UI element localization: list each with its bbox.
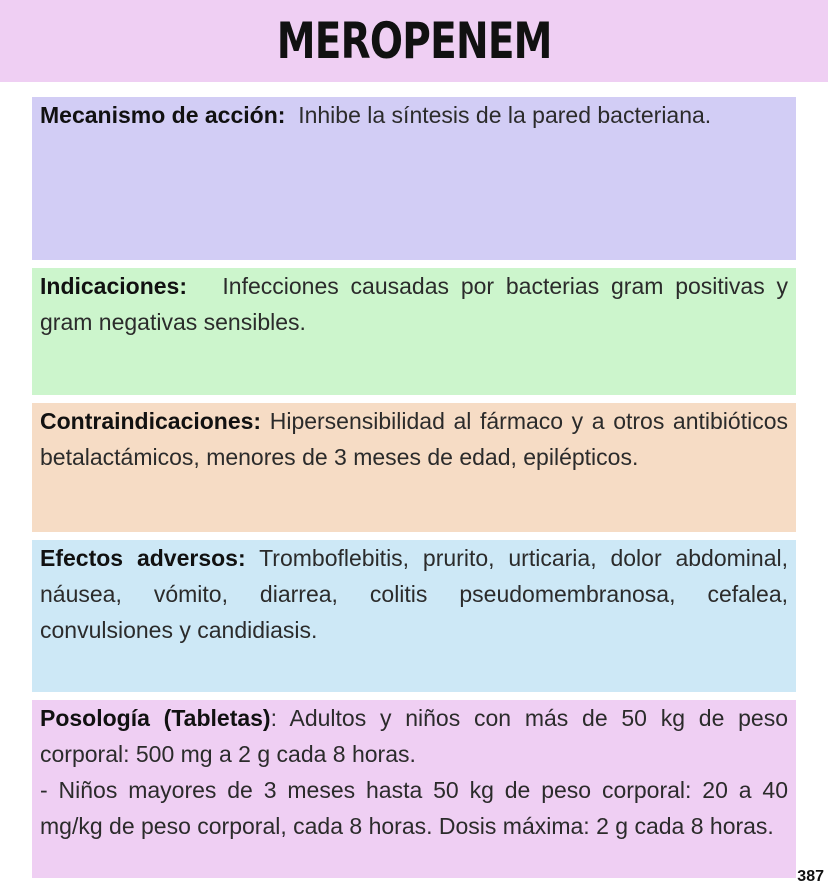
posologia-paragraph bbox=[40, 700, 788, 772]
contraindicaciones-paragraph bbox=[40, 403, 788, 475]
section-contraindicaciones bbox=[32, 403, 796, 532]
page-number: 387 bbox=[797, 868, 824, 885]
contraindicaciones-text: Hipersensibilidad al fármaco y a otros antibióticos betalactámicos, menores de 3 meses de edad, epilépticos. bbox=[40, 408, 788, 470]
section-posologia bbox=[32, 700, 796, 878]
efectos-paragraph bbox=[40, 540, 788, 648]
efectos-label: Efectos adversos: bbox=[40, 545, 246, 571]
mecanismo-text: Inhibe la síntesis de la pared bacteriana. bbox=[298, 102, 712, 128]
mecanismo-paragraph bbox=[40, 97, 788, 133]
indicaciones-label: Indicaciones: bbox=[40, 273, 187, 299]
efectos-text: Tromboflebitis, prurito, urticaria, dolor abdominal, náusea, vómito, diarrea, colitis pseudomembranosa, cefalea, convulsiones y candidiasis. bbox=[40, 545, 788, 643]
contraindicaciones-label: Contraindicaciones: bbox=[40, 408, 262, 434]
section-mecanismo bbox=[32, 97, 796, 260]
indicaciones-text: Infecciones causadas por bacterias gram positivas y gram negativas sensibles. bbox=[40, 273, 788, 335]
page-title: MEROPENEM bbox=[276, 12, 552, 70]
mecanismo-label: Mecanismo de acción: bbox=[40, 102, 286, 128]
section-indicaciones bbox=[32, 268, 796, 395]
section-efectos-adversos bbox=[32, 540, 796, 692]
posologia-label: Posología (Tabletas) bbox=[40, 705, 271, 731]
title-banner bbox=[0, 0, 828, 82]
posologia-text: : Adultos y niños con más de 50 kg de peso corporal: 500 mg a 2 g cada 8 horas. bbox=[40, 705, 789, 767]
posologia-paragraph-ninos: - Niños mayores de 3 meses hasta 50 kg de peso corporal: 20 a 40 mg/kg de peso corporal, cada 8 horas. Dosis máxima: 2 g cada 8 horas. bbox=[40, 777, 788, 839]
indicaciones-paragraph bbox=[40, 268, 788, 340]
